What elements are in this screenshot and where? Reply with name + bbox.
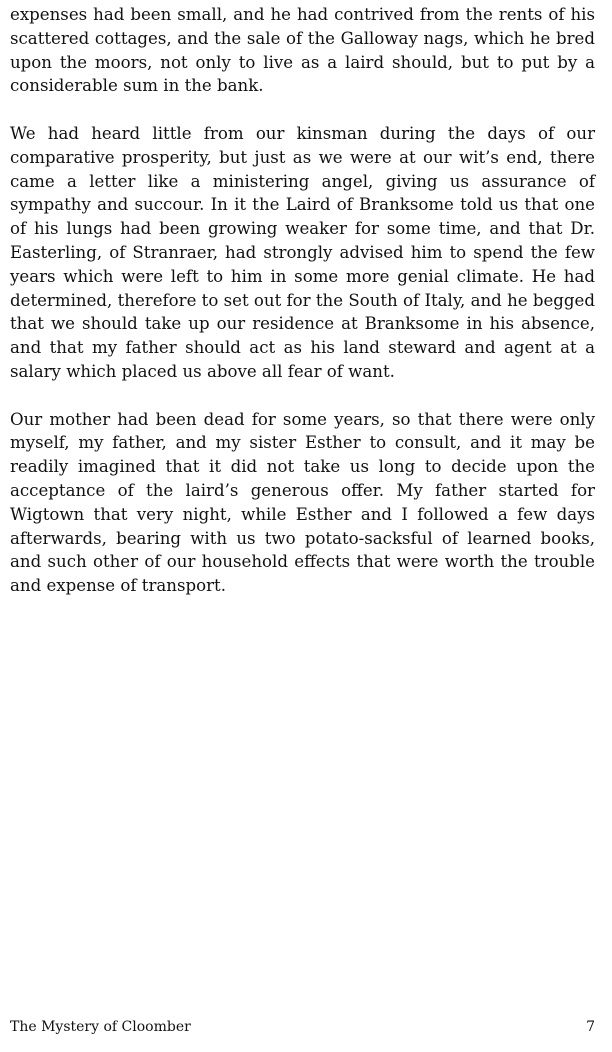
footer-page-number: 7 xyxy=(586,1019,595,1035)
paragraph-1: expenses had been small, and he had contrived from the rents of his scattered cottages, and the sale of the Galloway nags, which he bred upon the moors, not only to live as a laird should, but to put by a considerable sum in the bank. xyxy=(10,5,595,96)
paragraph-3: Our mother had been dead for some years, so that there were only myself, my father, and my sister Esther to consult, and it may be readily imagined that it did not take us long to decide upon the acceptance of the laird’s generous offer. My father started for Wigtown that very night, while Esther and I followed a few days afterwards, bearing with us two potato-sacksful of learned books, and such other of our household effects that were worth the trouble and expense of transport. xyxy=(10,409,595,596)
page-footer xyxy=(10,1017,595,1037)
paragraph-2: We had heard little from our kinsman during the days of our comparative prosperity, but just as we were at our wit’s end, there came a letter like a ministering angel, giving us assurance of sympathy and succour. In it the Laird of Branksome told us that one of his lungs had been growing weaker for some time, and that Dr. Easterling, of Stranraer, had strongly advised him to spend the few years which were left to him in some more genial climate. He had determined, therefore to set out for the South of Italy, and he begged that we should take up our residence at Branksome in his absence, and that my father should act as his land steward and agent at a salary which placed us above all fear of want. xyxy=(10,123,595,381)
footer-book-title: The Mystery of Cloomber xyxy=(10,1019,191,1035)
book-page xyxy=(10,0,595,1052)
page-body-text xyxy=(10,3,595,622)
